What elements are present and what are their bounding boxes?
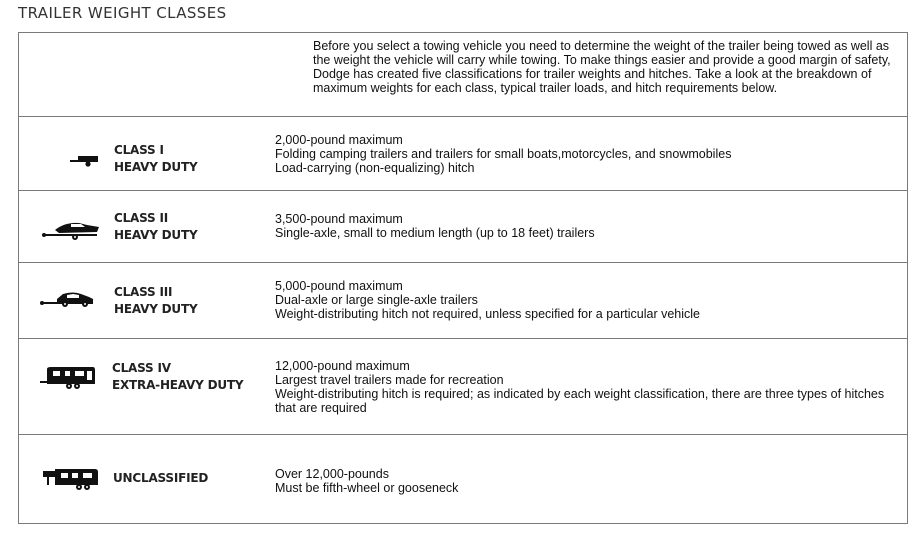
desc-line: Folding camping trailers and trailers for small boats,motorcycles, and snowmobiles xyxy=(275,147,732,161)
page-heading: TRAILER WEIGHT CLASSES xyxy=(18,4,227,22)
class-label xyxy=(114,284,197,318)
desc-line: 3,500-pound maximum xyxy=(275,212,403,226)
class-row-2 xyxy=(19,191,907,263)
class-name: CLASS II xyxy=(114,211,168,225)
class-description xyxy=(275,359,905,415)
class-row-5 xyxy=(19,435,907,523)
class-duty: HEAVY DUTY xyxy=(114,228,198,242)
class-duty: HEAVY DUTY xyxy=(114,160,198,174)
class-name: CLASS III xyxy=(114,285,173,299)
desc-line: 12,000-pound maximum xyxy=(275,359,410,373)
class-label xyxy=(114,142,197,176)
class-row-3 xyxy=(19,263,907,339)
desc-line: Over 12,000-pounds xyxy=(275,467,389,481)
desc-line: Must be fifth-wheel or gooseneck xyxy=(275,481,459,495)
desc-line: Largest travel trailers made for recreation xyxy=(275,373,504,387)
desc-line: Weight-distributing hitch not required, unless specified for a particular vehicle xyxy=(275,307,700,321)
fifth-wheel-trailer-icon xyxy=(41,467,99,491)
desc-line: Dual-axle or large single-axle trailers xyxy=(275,293,478,307)
class-name: CLASS I xyxy=(114,143,164,157)
desc-line: Load-carrying (non-equalizing) hitch xyxy=(275,161,475,175)
intro-row xyxy=(19,33,907,117)
class-description xyxy=(275,467,905,495)
intro-text: Before you select a towing vehicle you need to determine the weight of the trailer being towed as well as the weight the vehicle will carry while towing. To make things easier and provide a good margin of safety, Dodge has created five classifications for trailer weights and hitches. Take a look at the breakdown of maximum weights for each class, typical trailer loads, and hitch requirements below. xyxy=(313,39,891,95)
class-description xyxy=(275,212,905,240)
class-row-1 xyxy=(19,117,907,191)
desc-line: 5,000-pound maximum xyxy=(275,279,403,293)
trailer-classes-table xyxy=(18,32,908,524)
class-description xyxy=(275,279,905,321)
class-duty: HEAVY DUTY xyxy=(114,302,198,316)
boat-trailer-icon xyxy=(41,219,101,241)
desc-line: 2,000-pound maximum xyxy=(275,133,403,147)
desc-line: Weight-distributing hitch is required; as indicated by each weight classification, there are three types of hitches that are required xyxy=(275,387,885,415)
desc-line: Single-axle, small to medium length (up to 18 feet) trailers xyxy=(275,226,595,240)
class-row-4 xyxy=(19,339,907,435)
class-duty: EXTRA-HEAVY DUTY xyxy=(112,378,244,392)
class-name: UNCLASSIFIED xyxy=(113,471,209,485)
class-label xyxy=(113,470,208,487)
class-name: CLASS IV xyxy=(112,361,171,375)
class-label xyxy=(114,210,197,244)
class-label xyxy=(112,360,243,394)
car-trailer-icon xyxy=(39,289,95,309)
class-description xyxy=(275,133,905,175)
small-utility-trailer-icon xyxy=(69,155,99,167)
travel-trailer-icon xyxy=(39,365,97,391)
